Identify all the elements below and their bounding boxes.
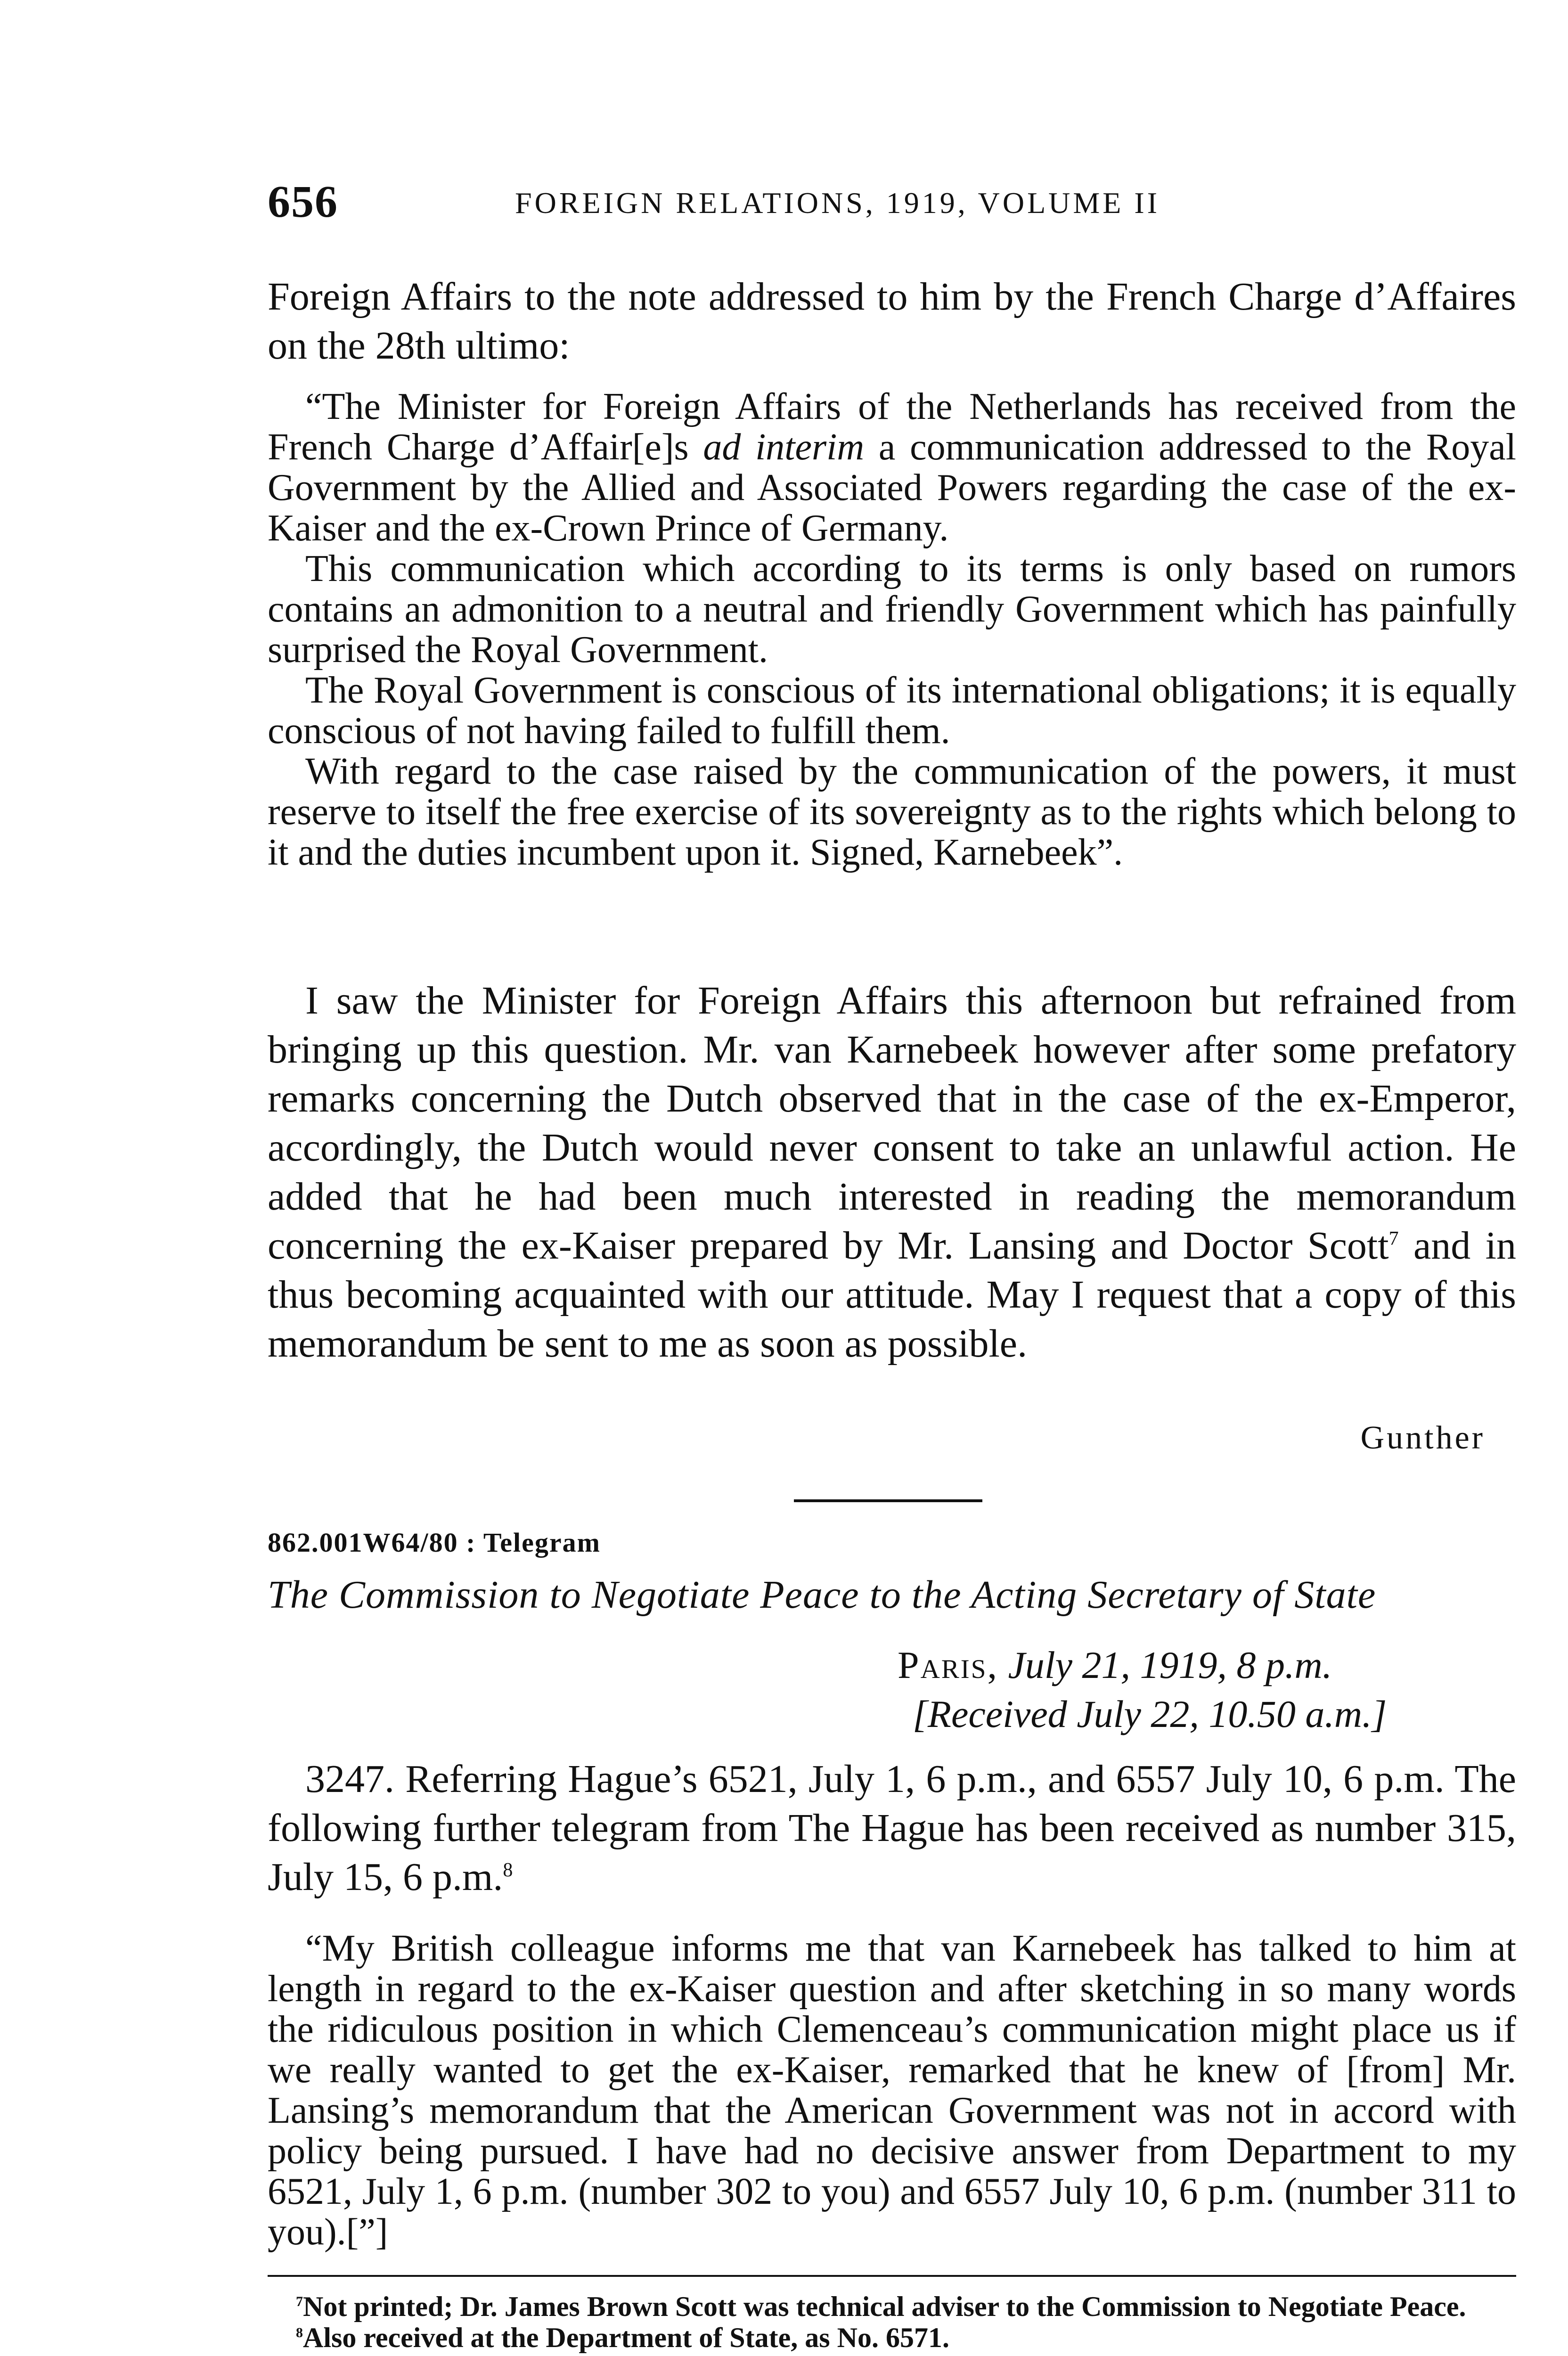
intro-paragraph: [268, 272, 1516, 370]
signature: Gunther: [1360, 1420, 1485, 1456]
footnote-rule: [268, 2275, 1516, 2277]
intro-text: Foreign Affairs to the note addressed to him by the French Charge d’Affaires on the 28th ultimo:: [268, 275, 1516, 368]
body-paragraph: [268, 976, 1516, 1368]
footnote-text: Also received at the Department of State, as No. 6571.: [303, 2322, 949, 2353]
quote-italic: ad interim: [703, 426, 865, 468]
page-number: 656: [268, 176, 338, 227]
dateline-received: [898, 1690, 1387, 1739]
quote-paragraph-2: This communication which according to its terms is only based on rumors contains an admonition to a neutral and friendly Government which has painfully surprised the Royal Government.: [268, 548, 1516, 671]
quoted-note: [268, 386, 1516, 873]
footnote-marker: 7: [1388, 1228, 1399, 1250]
quote-paragraph-1: [268, 386, 1516, 548]
telegram-paragraph: [268, 1755, 1516, 1902]
quote-text: “The Minister for Foreign Affairs of the Netherlands has received from the French Charge d’Affair[e]s: [268, 386, 1516, 468]
telegram-text: [268, 1755, 1516, 1902]
dateline-sent: [898, 1641, 1387, 1690]
quote-paragraph-3: The Royal Government is conscious of its international obligations; it is equally conscious of not having failed to fulfill them.: [268, 670, 1516, 752]
telegram-text-part: 3247. Referring Hague’s 6521, July 1, 6 p.m., and 6557 July 10, 6 p.m. The following further telegram from The Hague has been received as number 315, July 15, 6 p.m.: [268, 1757, 1516, 1899]
dateline: [898, 1641, 1387, 1739]
dateline-date: July 21, 1919, 8 p.m.: [1008, 1644, 1332, 1686]
footnote-marker: 8: [503, 1859, 513, 1881]
footnotes: [268, 2291, 1516, 2353]
quote-paragraph-4: With regard to the case raised by the communication of the powers, it must reserve to itself the free exercise of its sovereignty as to the rights which belong to it and the duties incumbent upon it. Signed, Karnebeek”.: [268, 751, 1516, 873]
footnote-text: Not printed; Dr. James Brown Scott was technical adviser to the Commission to Negotiate Peace.: [303, 2291, 1466, 2322]
dateline-place: Paris,: [898, 1644, 998, 1686]
body-text-part: and in thus becoming acquainted with our attitude. May I request that a copy of this memorandum be sent to me as soon as possible.: [268, 1224, 1516, 1366]
body-text-part: I saw the Minister for Foreign Affairs this afternoon but refrained from bringing up this question. Mr. van Karnebeek however after some prefatory remarks concerning the Dutch observed that in the case of the ex-Emperor, accordingly, the Dutch would never consent to take an unlawful action. He added that he had been much interested in reading the memorandum concerning the ex-Kaiser prepared by Mr. Lansing and Doctor Scott: [268, 979, 1516, 1268]
footnote-7: [268, 2291, 1516, 2322]
received-date: [Received July 22, 10.50 a.m.]: [913, 1693, 1387, 1735]
quoted-telegram-text: “My British colleague informs me that van Karnebeek has talked to him at length in regard to the ex-Kaiser question and after sketching in so many words the ridiculous position in which Clemenceau’s communication might place us if we really wanted to get the ex-Kaiser, remarked that he knew of [from] Mr. Lansing’s memorandum that the American Government was not in accord with policy being pursued. I have had no decisive answer from Department to my 6521, July 1, 6 p.m. (number 302 to you) and 6557 July 10, 6 p.m. (number 311 to you).[”]: [268, 1928, 1516, 2253]
footnote-number: 7: [296, 2294, 303, 2309]
document-title: The Commission to Negotiate Peace to the Acting Secretary of State: [268, 1573, 1376, 1617]
footnote-8: [268, 2322, 1516, 2353]
running-title: FOREIGN RELATIONS, 1919, VOLUME II: [515, 186, 1160, 220]
footnote-number: 8: [296, 2325, 303, 2340]
body-text: [268, 976, 1516, 1368]
section-divider: [794, 1499, 982, 1502]
quote-text: a communication addressed to the Royal Government by the Allied and Associated Powers regarding the case of the ex-Kaiser and the ex-Crown Prince of Germany.: [268, 426, 1517, 549]
file-number: 862.001W64/80 : Telegram: [268, 1527, 601, 1558]
quoted-telegram: [268, 1928, 1516, 2252]
running-head: [268, 175, 1516, 227]
